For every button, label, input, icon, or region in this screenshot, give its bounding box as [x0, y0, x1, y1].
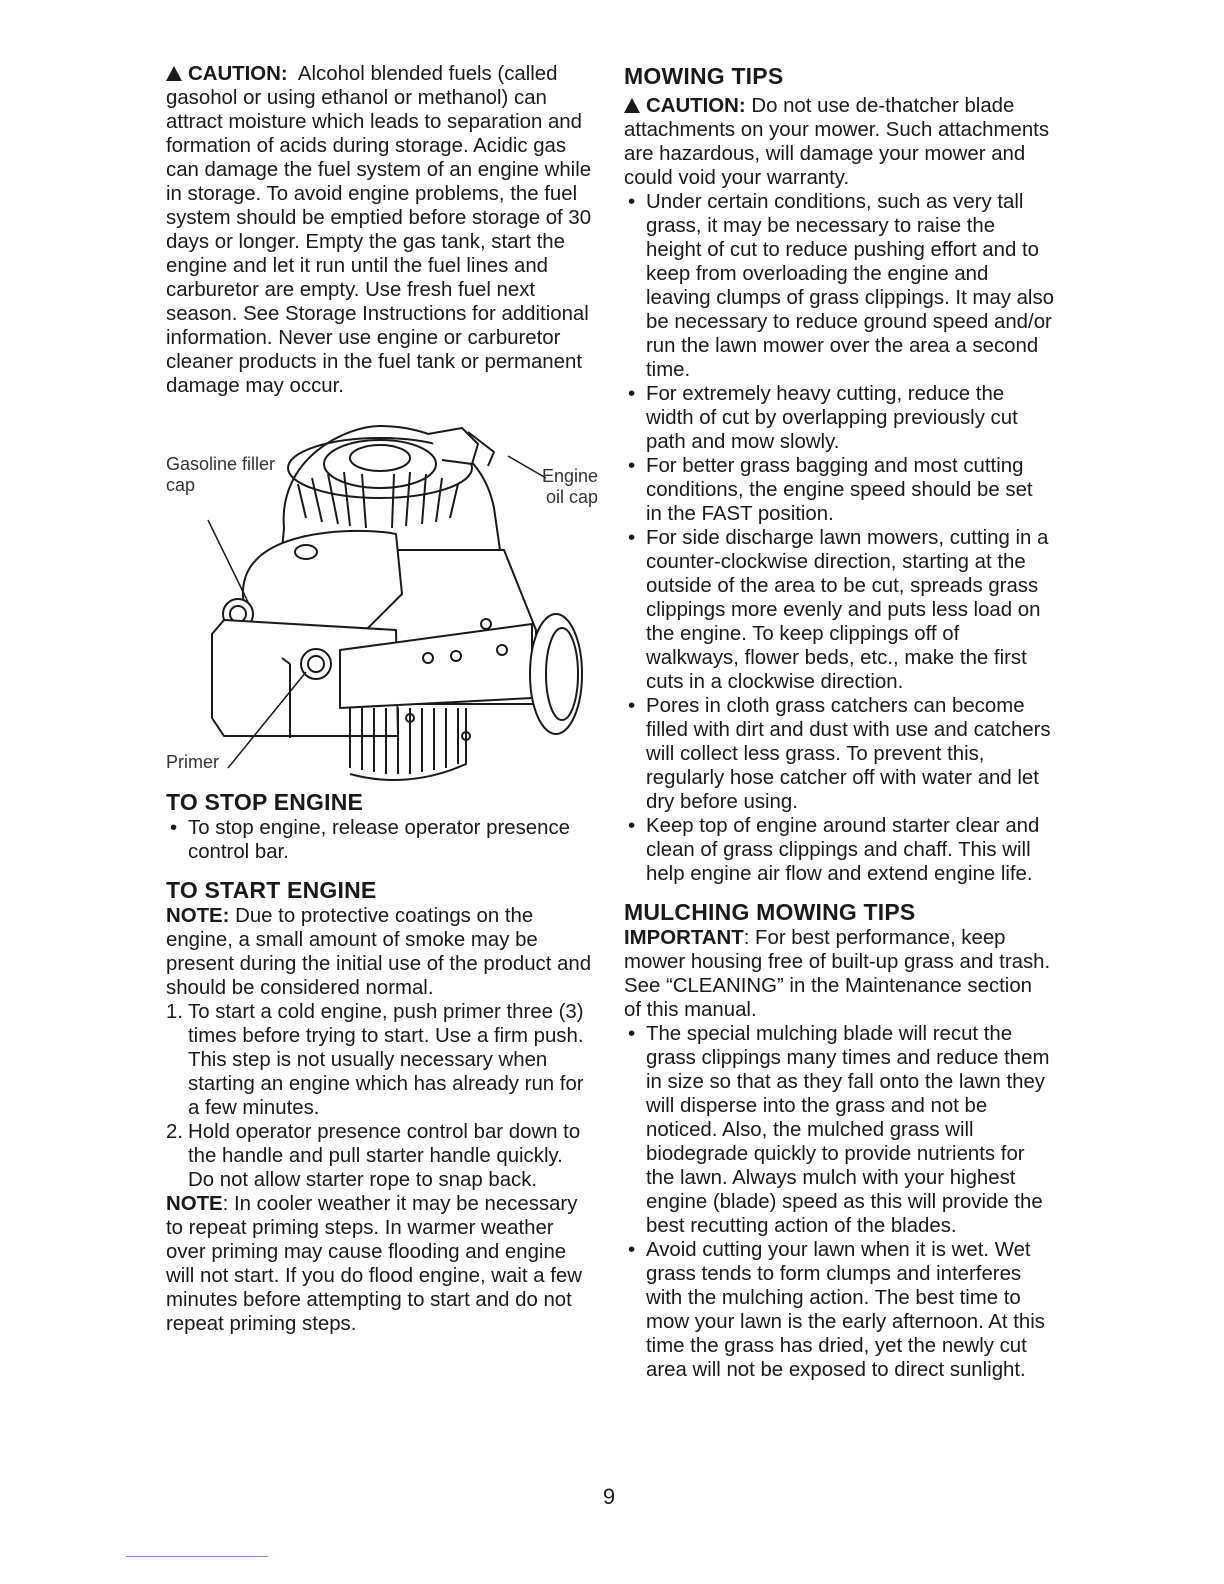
important-paragraph: IMPORTANT: For best performance, keep mower housing free of built-up grass and trash. See “CLEANING” in the Maintenance section of this manual.: [624, 927, 1051, 1021]
start-note-paragraph: NOTE: Due to protective coatings on the engine, a small amount of smoke may be present during the initial use of the product and should be considered normal.: [166, 905, 592, 999]
gasoline-filler-cap-label: Gasoline filler cap: [166, 454, 276, 495]
warning-triangle-icon: [166, 66, 182, 81]
list-item: • Avoid cutting your lawn when it is wet. Wet grass tends to form clumps and interferes with the mulching action. The best time to mow your lawn is the early afternoon. At this time the grass has dried, yet the newly cut area will not be exposed to direct sunlight.: [624, 1238, 1054, 1382]
list-item: 1. To start a cold engine, push primer three (3) times before trying to start. Use a firm push. This step is not usually necessary when starting an engine which has already run for a few minutes.: [166, 1001, 584, 1119]
list-item: • For side discharge lawn mowers, cutting in a counter-clockwise direction, starting at the outside of the area to be cut, spreads grass clippings more evenly and puts less load on the engine. To keep clippings off of walkways, flower beds, etc., make the first cuts in a clockwise direction.: [624, 526, 1054, 694]
left-column: [166, 62, 598, 1336]
engine-oil-cap-label: Engine oil cap: [541, 466, 598, 507]
list-item: • For better grass bagging and most cutting conditions, the engine speed should be set in the FAST position.: [624, 454, 1054, 526]
engine-diagram: [166, 418, 596, 782]
caution-label: CAUTION: [188, 63, 281, 85]
mowing-tips-list: [624, 190, 1054, 886]
list-item: • The special mulching blade will recut the grass clippings many times and reduce them in size so that as they fall onto the lawn they will disperse into the grass and not be noticed. Also, the mulched grass will biodegrade quickly to provide nutrients for the lawn. Always mulch with your highest engine (blade) speed as this will provide the best recutting action of the blades.: [624, 1022, 1054, 1238]
list-item: • For extremely heavy cutting, reduce the width of cut by overlapping previously cut path and mow slowly.: [624, 382, 1054, 454]
start-engine-heading: TO START ENGINE: [166, 877, 377, 903]
fuel-caution-paragraph: CAUTION: Alcohol blended fuels (called gasohol or using ethanol or methanol) can attract moisture which leads to separation and formation of acids during storage. Acidic gas can damage the fuel system of an engine while in storage. To avoid engine problems, the fuel system should be emptied before storage of 30 days or longer. Empty the gas tank, start the engine and let it run until the fuel lines and carburetor are empty. Use fresh fuel next season. See Storage Instructions for additional information. Never use engine or carburetor cleaner products in the fuel tank or permanent damage may occur.: [166, 63, 592, 397]
caution-text: Alcohol blended fuels (called gasohol or using ethanol or methanol) can attract moisture which leads to separation and formation of acids during storage. Acidic gas can damage the fuel system of an engine while in storage. To avoid engine problems, the fuel system should be emptied before storage of 30 days or longer. Empty the gas tank, start the engine and let it run until the fuel lines and carburetor are empty. Use fresh fuel next season. See Storage Instructions for additional information. Never use engine or carburetor cleaner products in the fuel tank or permanent damage may occur.: [166, 63, 592, 397]
list-item: • Keep top of engine around starter clear and clean of grass clippings and chaff. This will help engine air flow and extend engine life.: [624, 814, 1054, 886]
priming-note-paragraph: NOTE: In cooler weather it may be necessary to repeat priming steps. In warmer weather over priming may cause flooding and engine will not start. If you do flood engine, wait a few minutes before attempting to start and do not repeat priming steps.: [166, 1193, 582, 1335]
mowing-tips-heading: MOWING TIPS: [624, 63, 784, 89]
start-steps-list: [166, 1000, 594, 1192]
list-item: • Under certain conditions, such as very tall grass, it may be necessary to raise the height of cut to reduce pushing effort and to keep from overloading the engine and leaving clumps of grass clippings. It may also be necessary to reduce ground speed and/or run the lawn mower over the area a second time.: [624, 190, 1054, 382]
warning-triangle-icon: [624, 98, 640, 113]
right-column: [624, 62, 1054, 1382]
page-number: 9: [602, 1484, 616, 1509]
list-item: • To stop engine, release operator presence control bar.: [166, 816, 594, 864]
footer-rule: [126, 1556, 268, 1557]
mulching-tips-heading: MULCHING MOWING TIPS: [624, 899, 916, 925]
stop-engine-heading: TO STOP ENGINE: [166, 789, 364, 815]
list-item: • Pores in cloth grass catchers can become filled with dirt and dust with use and catchers will collect less grass. To prevent this, regularly hose catcher off with water and let dry before using.: [624, 694, 1054, 814]
dethatcher-caution-paragraph: CAUTION: Do not use de-thatcher blade attachments on your mower. Such attachments are hazardous, will damage your mower and could void your warranty.: [624, 95, 1050, 189]
primer-label: Primer: [166, 752, 219, 772]
mulching-tips-list: [624, 1022, 1054, 1382]
list-item: 2. Hold operator presence control bar down to the handle and pull starter handle quickly. Do not allow starter rope to snap back.: [166, 1121, 581, 1191]
stop-engine-list: [166, 816, 594, 864]
